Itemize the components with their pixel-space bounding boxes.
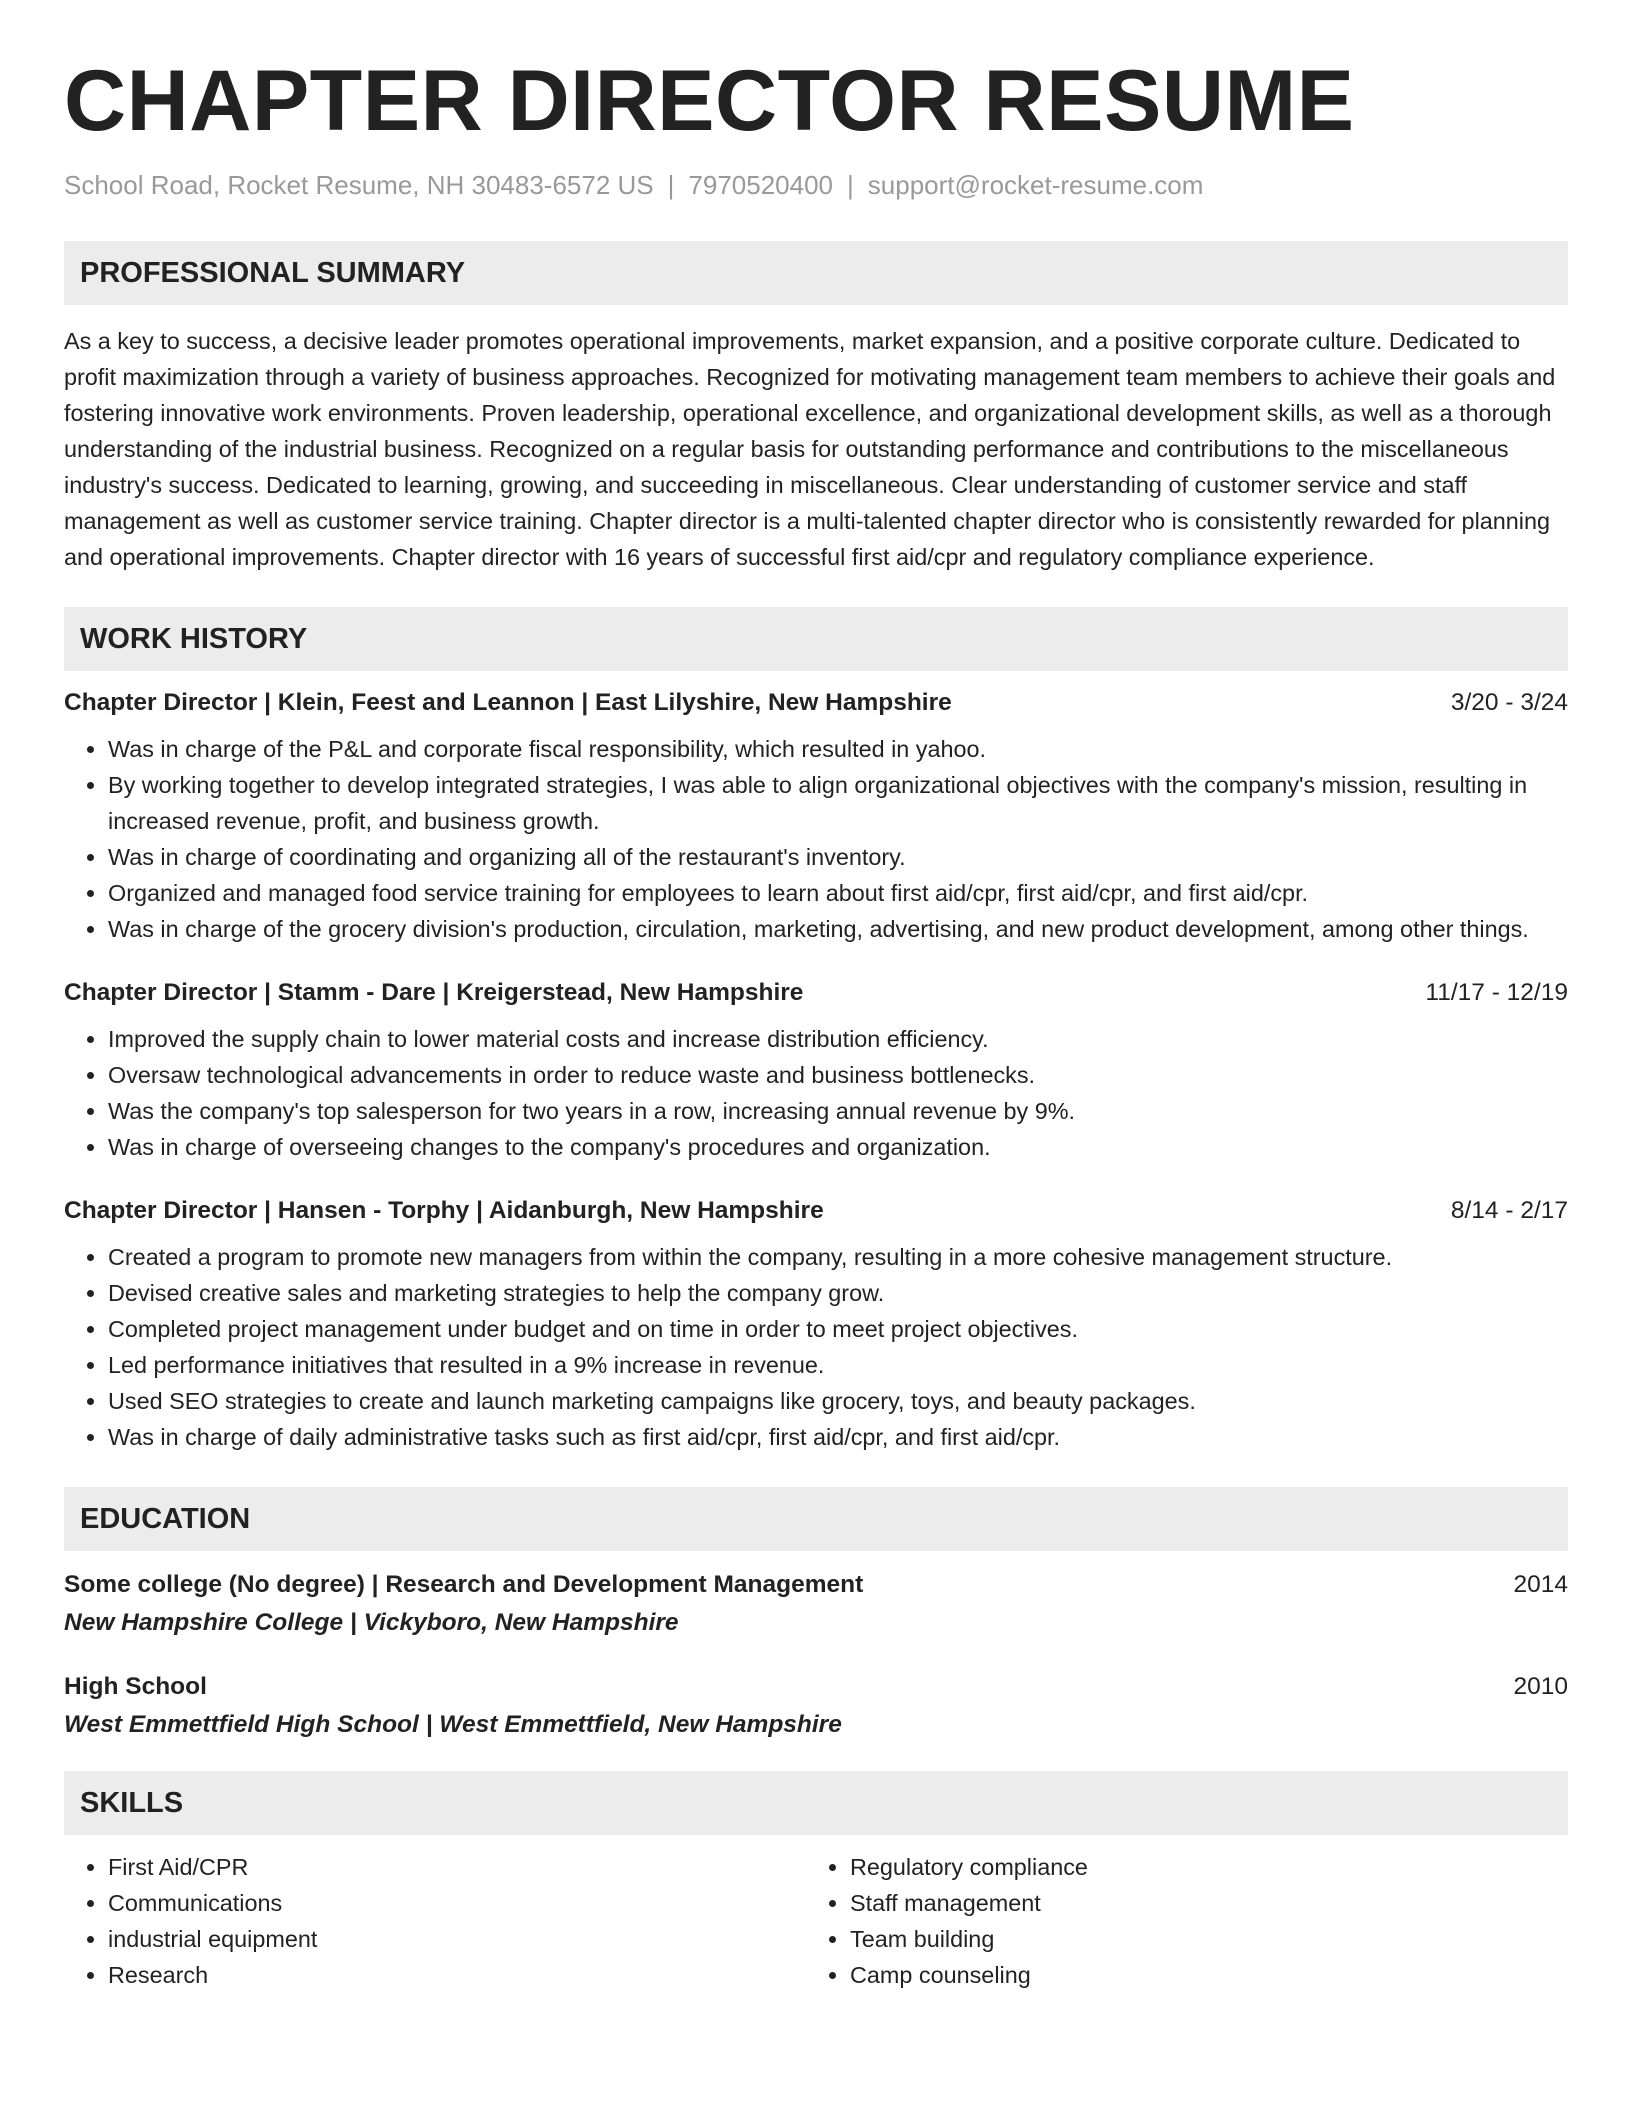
job-bullets — [64, 1239, 1568, 1455]
list-item: • Was in charge of coordinating and organizing all of the restaurant's inventory. — [108, 839, 1568, 875]
contact-address: School Road, Rocket Resume, NH 30483-6572 US — [64, 170, 654, 200]
education-entry — [64, 1571, 1568, 1637]
list-item: • Communications — [108, 1885, 806, 1921]
skills-list — [64, 1849, 1568, 1993]
education-degree: Some college (No degree) | Research and Development Management — [64, 1571, 864, 1598]
job-title: Chapter Director | Klein, Feest and Leannon | East Lilyshire, New Hampshire — [64, 689, 952, 716]
list-item: • By working together to develop integrated strategies, I was able to align organizational objectives with the company's mission, resulting in increased revenue, profit, and business growth. — [108, 767, 1568, 839]
list-item: • Devised creative sales and marketing strategies to help the company grow. — [108, 1275, 1568, 1311]
education-degree: High School — [64, 1673, 207, 1700]
list-item: • Created a program to promote new managers from within the company, resulting in a more cohesive management structure. — [108, 1239, 1568, 1275]
job-bullets — [64, 1021, 1568, 1165]
list-item: • Improved the supply chain to lower material costs and increase distribution efficiency. — [108, 1021, 1568, 1057]
education-school: New Hampshire College | Vickyboro, New Hampshire — [64, 1609, 679, 1636]
list-item: • First Aid/CPR — [108, 1849, 806, 1885]
education-entry — [64, 1673, 1568, 1739]
list-item: • Led performance initiatives that resulted in a 9% increase in revenue. — [108, 1347, 1568, 1383]
contact-line — [64, 170, 1568, 201]
job-title: Chapter Director | Hansen - Torphy | Aidanburgh, New Hampshire — [64, 1197, 824, 1224]
job-dates: 3/20 - 3/24 — [1450, 689, 1568, 716]
summary-text: As a key to success, a decisive leader promotes operational improvements, market expansion, and a positive corporate culture. Dedicated to profit maximization through a variety of business approaches. Recognized for motivating management team members to achieve their goals and fostering innovative work environments. Proven leadership, operational excellence, and organizational development skills, as well as a thorough understanding of the industrial business. Recognized on a regular basis for outstanding performance and contributions to the miscellaneous industry's success. Dedicated to learning, growing, and succeeding in miscellaneous. Clear understanding of customer service and staff management as well as customer service training. Chapter director is a multi-talented chapter director who is consistently rewarded for planning and operational improvements. Chapter director with 16 years of successful first aid/cpr and regulatory compliance experience. — [64, 328, 1556, 570]
list-item: • Was in charge of the grocery division's production, circulation, marketing, advertising, and new product development, among other things. — [108, 911, 1568, 947]
job-dates: 11/17 - 12/19 — [1425, 979, 1568, 1006]
contact-separator: | — [667, 170, 675, 200]
education-school: West Emmettfield High School | West Emmettfield, New Hampshire — [64, 1711, 842, 1738]
job-entry — [64, 979, 1568, 1165]
contact-email: support@rocket-resume.com — [867, 170, 1204, 200]
skills-column-left — [64, 1849, 806, 1993]
education-heading: EDUCATION — [64, 1487, 1568, 1551]
list-item: • Was the company's top salesperson for two years in a row, increasing annual revenue by 9%. — [108, 1093, 1568, 1129]
skills-heading: SKILLS — [64, 1771, 1568, 1835]
job-dates: 8/14 - 2/17 — [1450, 1197, 1568, 1224]
education-year: 2014 — [1513, 1571, 1568, 1598]
job-title: Chapter Director | Stamm - Dare | Kreigerstead, New Hampshire — [64, 979, 804, 1006]
job-entry — [64, 1197, 1568, 1455]
list-item: • industrial equipment — [108, 1921, 806, 1957]
job-bullets — [64, 731, 1568, 947]
list-item: • Camp counseling — [850, 1957, 1506, 1993]
list-item: • Oversaw technological advancements in order to reduce waste and business bottlenecks. — [108, 1057, 1568, 1093]
work-history-heading: WORK HISTORY — [64, 607, 1568, 671]
contact-separator: | — [847, 170, 854, 200]
list-item: • Staff management — [850, 1885, 1506, 1921]
education-year: 2010 — [1513, 1673, 1568, 1700]
contact-phone: 7970520400 — [688, 170, 834, 200]
list-item: • Used SEO strategies to create and launch marketing campaigns like grocery, toys, and beauty packages. — [108, 1383, 1568, 1419]
list-item: • Was in charge of the P&L and corporate fiscal responsibility, which resulted in yahoo. — [108, 731, 1568, 767]
list-item: • Was in charge of overseeing changes to the company's procedures and organization. — [108, 1129, 1568, 1165]
list-item: • Team building — [850, 1921, 1506, 1957]
list-item: • Completed project management under budget and on time in order to meet project objectives. — [108, 1311, 1568, 1347]
list-item: • Was in charge of daily administrative tasks such as first aid/cpr, first aid/cpr, and first aid/cpr. — [108, 1419, 1568, 1455]
skills-column-right — [806, 1849, 1506, 1993]
list-item: • Regulatory compliance — [850, 1849, 1506, 1885]
list-item: • Organized and managed food service training for employees to learn about first aid/cpr, first aid/cpr, and first aid/cpr. — [108, 875, 1568, 911]
job-entry — [64, 689, 1568, 947]
resume-title: CHAPTER DIRECTOR RESUME — [64, 53, 1355, 149]
summary-heading: PROFESSIONAL SUMMARY — [64, 241, 1568, 305]
list-item: • Research — [108, 1957, 806, 1993]
